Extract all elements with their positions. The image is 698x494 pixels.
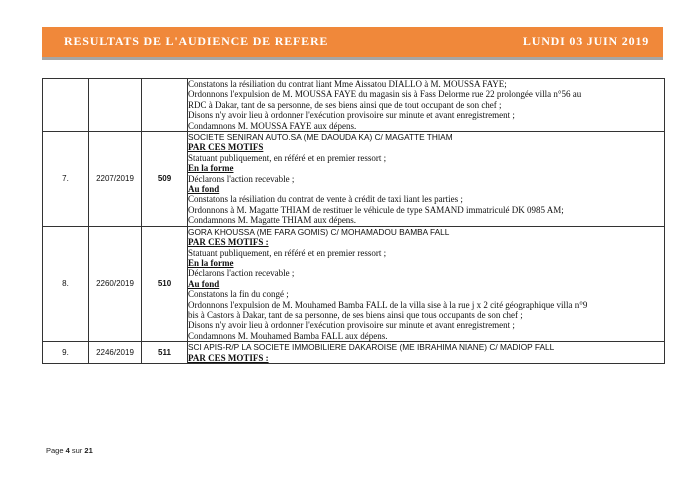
page-footer <box>46 446 93 455</box>
order-number <box>142 79 188 132</box>
case-number <box>89 79 142 132</box>
case-number: 2260/2019 <box>89 226 142 341</box>
decision-line: Condamnons M. Mouhamed Bamba FALL aux dépens. <box>188 330 388 341</box>
table-row <box>43 132 665 227</box>
header-date: LUNDI 03 JUIN 2019 <box>522 34 649 48</box>
decision-line: Condamnons M. Magatte THIAM aux dépens. <box>188 215 357 226</box>
decision-line: Constatons la fin du congé ; <box>188 289 289 300</box>
decision-line: Statuant publiquement, en référé et en premier ressort ; <box>188 152 387 163</box>
results-table <box>42 78 665 364</box>
decision-line: Ordonnons à M. Magatte THIAM de restituer le véhicule de type SAMAND immatriculé DK 0985 AM; <box>188 204 564 215</box>
order-number: 511 <box>142 342 188 364</box>
section-label: PAR CES MOTIFS : <box>188 237 269 248</box>
footer-page-total: 21 <box>84 446 93 455</box>
section-label: En la forme <box>188 257 234 268</box>
decision-text <box>188 342 665 364</box>
order-number: 509 <box>142 132 188 227</box>
table-row <box>43 79 665 132</box>
decision-line: Constatons la résiliation du contrat liant Mme Aissatou DIALLO à M. MOUSSA FAYE; <box>188 79 507 89</box>
case-parties: SOCIETE SENIRAN AUTO.SA (ME DAOUDA KA) C/ MAGATTE THIAM <box>188 132 453 143</box>
decision-text <box>188 226 665 341</box>
section-label: PAR CES MOTIFS : <box>188 352 269 363</box>
decision-line: bis à Castors à Dakar, tant de sa personne, de ses biens ainsi que tous occupants de son chef ; <box>188 309 523 320</box>
decision-line: Déclarons l'action recevable ; <box>188 173 295 184</box>
row-number: 9. <box>43 342 89 364</box>
decision-line: Condamnons M. MOUSSA FAYE aux dépens. <box>188 120 357 131</box>
order-number: 510 <box>142 226 188 341</box>
row-number: 8. <box>43 226 89 341</box>
footer-sur: sur <box>71 446 83 455</box>
row-number <box>43 79 89 132</box>
decision-text <box>188 79 665 132</box>
case-parties: SCI APIS-R/P LA SOCIETE IMMOBILIERE DAKAROISE (ME IBRAHIMA NIANE) C/ MADIOP FALL <box>188 342 555 353</box>
case-number: 2246/2019 <box>89 342 142 364</box>
decision-line: Disons n'y avoir lieu à ordonner l'exécution provisoire sur minute et avant enregistrement ; <box>188 110 515 121</box>
decision-line: RDC à Dakar, tant de sa personne, de ses biens ainsi que de tout occupant de son chef ; <box>188 99 502 110</box>
case-parties: GORA KHOUSSA (ME FARA GOMIS) C/ MOHAMADOU BAMBA FALL <box>188 226 450 237</box>
case-number: 2207/2019 <box>89 132 142 227</box>
footer-page-word: Page <box>46 446 64 455</box>
footer-page-number: 4 <box>65 446 70 455</box>
decision-line: Constatons la résiliation du contrat de vente à crédit de taxi liant les parties ; <box>188 194 463 205</box>
row-number: 7. <box>43 132 89 227</box>
section-label: Au fond <box>188 278 220 289</box>
table-row <box>43 342 665 364</box>
decision-line: Ordonnons l'expulsion de M. MOUSSA FAYE du magasin sis à Fass Delorme rue 22 prolongée villa n°56 au <box>188 89 582 100</box>
header-title: RESULTATS DE L'AUDIENCE DE REFERE <box>64 34 329 48</box>
decision-line: Statuant publiquement, en référé et en premier ressort ; <box>188 247 387 258</box>
table-row <box>43 226 665 341</box>
decision-line: Ordonnons l'expulsion de M. Mouhamed Bamba FALL de la villa sise à la rue j x 2 cité géographique villa n°9 <box>188 299 588 310</box>
decision-line: Disons n'y avoir lieu à ordonner l'exécution provisoire sur minute et avant enregistrement ; <box>188 320 515 331</box>
section-label: PAR CES MOTIFS <box>188 142 264 153</box>
decision-line: Déclarons l'action recevable ; <box>188 268 295 279</box>
decision-text <box>188 132 665 227</box>
header-banner <box>42 27 663 60</box>
section-label: Au fond <box>188 184 220 195</box>
section-label: En la forme <box>188 163 234 174</box>
